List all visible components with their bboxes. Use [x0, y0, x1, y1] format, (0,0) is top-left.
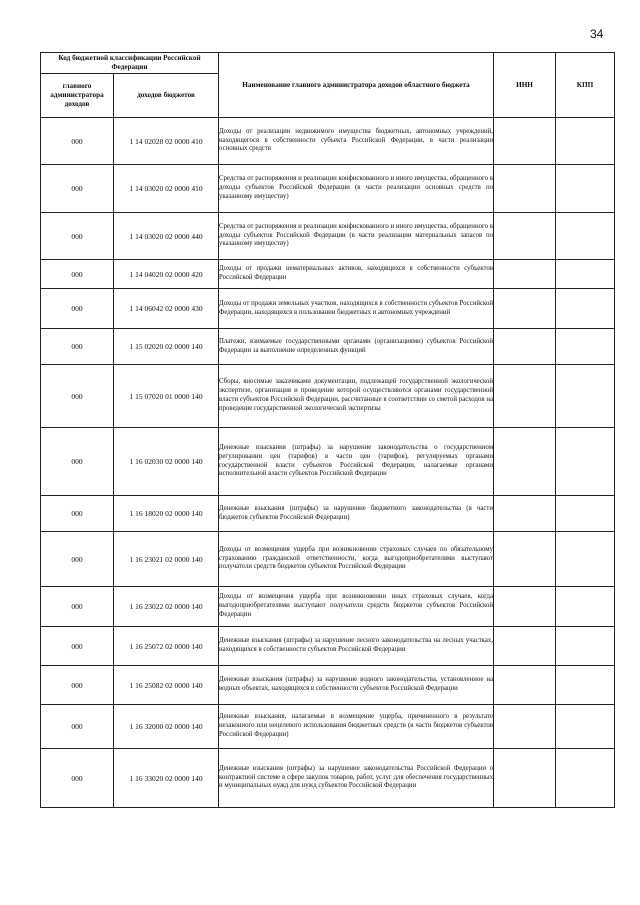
name-cell: Доходы от продажи земельных участков, находящихся в собственности субъектов Российской Федерации, находящихся в пользовании бюджетных и автономных учреждений — [219, 289, 494, 329]
kpp-cell — [556, 365, 615, 428]
admin-code-cell: 000 — [41, 749, 114, 808]
table-row — [41, 428, 615, 496]
inn-cell — [494, 428, 556, 496]
income-code-cell: 1 16 02030 02 0000 140 — [114, 428, 219, 496]
name-cell: Денежные взыскания, налагаемые в возмещение ущерба, причиненного в результате незаконного или нецелевого использования бюджетных средств (в части бюджетов субъектов Российской Федерации) — [219, 705, 494, 749]
income-code-cell: 1 14 03020 02 0000 440 — [114, 213, 219, 260]
table-row — [41, 260, 615, 289]
kpp-cell — [556, 532, 615, 587]
header-inn: ИНН — [494, 53, 556, 118]
table-row — [41, 496, 615, 532]
inn-cell — [494, 496, 556, 532]
kpp-cell — [556, 496, 615, 532]
inn-cell — [494, 118, 556, 165]
kpp-cell — [556, 118, 615, 165]
table-row — [41, 627, 615, 666]
page-number: 34 — [590, 27, 604, 41]
admin-code-cell: 000 — [41, 428, 114, 496]
inn-cell — [494, 666, 556, 705]
header-code-group: Код бюджетной классификации Российской Федерации — [41, 53, 219, 74]
inn-cell — [494, 289, 556, 329]
admin-code-cell: 000 — [41, 365, 114, 428]
inn-cell — [494, 627, 556, 666]
kpp-cell — [556, 627, 615, 666]
admin-code-cell: 000 — [41, 496, 114, 532]
name-cell: Сборы, вносимые заказчиками документации, подлежащей государственной экологической экспертизе, организация и проведение которой осуществляются органами государственной власти субъектов Российской Федерации, рассчитанные в соответствии со сметой расходов на проведение государственной экологической экспертизы — [219, 365, 494, 428]
table-row — [41, 532, 615, 587]
name-cell: Платежи, взимаемые государственными органами (организациями) субъектов Российской Федерации за выполнение определенных функций — [219, 329, 494, 365]
inn-cell — [494, 532, 556, 587]
kpp-cell — [556, 749, 615, 808]
table-row — [41, 289, 615, 329]
admin-code-cell: 000 — [41, 118, 114, 165]
header-name: Наименование главного администратора доходов областного бюджета — [219, 53, 494, 118]
kpp-cell — [556, 213, 615, 260]
header-kpp: КПП — [556, 53, 615, 118]
table-row — [41, 118, 615, 165]
admin-code-cell: 000 — [41, 627, 114, 666]
inn-cell — [494, 165, 556, 213]
inn-cell — [494, 365, 556, 428]
income-code-cell: 1 16 25082 02 0000 140 — [114, 666, 219, 705]
name-cell: Доходы от возмещения ущерба при возникновении иных страховых случаев, когда выгодоприобретателями выступают получатели средств бюджетов субъектов Российской Федерации — [219, 587, 494, 627]
kpp-cell — [556, 705, 615, 749]
header-income-code: доходов бюджетов — [114, 74, 219, 118]
admin-code-cell: 000 — [41, 289, 114, 329]
budget-income-table — [40, 52, 615, 808]
income-code-cell: 1 14 02028 02 0000 410 — [114, 118, 219, 165]
kpp-cell — [556, 260, 615, 289]
inn-cell — [494, 260, 556, 289]
header-admin-code: главного администратора доходов — [41, 74, 114, 118]
table-body — [41, 118, 615, 808]
income-code-cell: 1 14 03020 02 0000 410 — [114, 165, 219, 213]
name-cell: Доходы от возмещения ущерба при возникновении страховых случаев по обязательному страхованию гражданской ответственности, когда выгодоприобретателями выступают получатели средств бюджетов субъектов Российской Федерации — [219, 532, 494, 587]
admin-code-cell: 000 — [41, 666, 114, 705]
name-cell: Денежные взыскания (штрафы) за нарушение законодательства Российской Федерации о контрактной системе в сфере закупок товаров, работ, услуг для обеспечения государственных и муниципальных нужд для нужд субъектов Российской Федерации — [219, 749, 494, 808]
inn-cell — [494, 587, 556, 627]
income-code-cell: 1 16 33020 02 0000 140 — [114, 749, 219, 808]
name-cell: Денежные взыскания (штрафы) за нарушение законодательства о государственном регулировании цен (тарифов) в части цен (тарифов), регулируемых органами государственной власти субъектов Российской Федерации, налагаемые органами исполнительной власти субъектов Российской Федерации — [219, 428, 494, 496]
income-code-cell: 1 16 23022 02 0000 140 — [114, 587, 219, 627]
name-cell: Денежные взыскания (штрафы) за нарушение водного законодательства, установленное на водных объектах, находящихся в собственности субъектов Российской Федерации — [219, 666, 494, 705]
admin-code-cell: 000 — [41, 213, 114, 260]
inn-cell — [494, 749, 556, 808]
name-cell: Средства от распоряжения и реализации конфискованного и иного имущества, обращенного в доходы субъектов Российской Федерации (в части реализации материальных запасов по указанному имуществу) — [219, 213, 494, 260]
table-row — [41, 165, 615, 213]
kpp-cell — [556, 666, 615, 705]
table-row — [41, 666, 615, 705]
income-code-cell: 1 15 07020 01 0000 140 — [114, 365, 219, 428]
inn-cell — [494, 213, 556, 260]
income-code-cell: 1 14 06042 02 0000 430 — [114, 289, 219, 329]
income-code-cell: 1 16 32000 02 0000 140 — [114, 705, 219, 749]
table-row — [41, 213, 615, 260]
admin-code-cell: 000 — [41, 705, 114, 749]
kpp-cell — [556, 587, 615, 627]
admin-code-cell: 000 — [41, 329, 114, 365]
name-cell: Доходы от продажи нематериальных активов, находящихся в собственности субъектов Российской Федерации — [219, 260, 494, 289]
admin-code-cell: 000 — [41, 532, 114, 587]
inn-cell — [494, 705, 556, 749]
kpp-cell — [556, 165, 615, 213]
income-code-cell: 1 16 18020 02 0000 140 — [114, 496, 219, 532]
inn-cell — [494, 329, 556, 365]
income-code-cell: 1 15 02020 02 0000 140 — [114, 329, 219, 365]
income-code-cell: 1 16 23021 02 0000 140 — [114, 532, 219, 587]
name-cell: Доходы от реализации недвижимого имущества бюджетных, автономных учреждений, находящегося в собственности субъекта Российской Федерации, в части реализации основных средств — [219, 118, 494, 165]
name-cell: Денежные взыскания (штрафы) за нарушение лесного законодательства на лесных участках, находящихся в собственности субъектов Российской Федерации — [219, 627, 494, 666]
income-code-cell: 1 16 25072 02 0000 140 — [114, 627, 219, 666]
kpp-cell — [556, 289, 615, 329]
kpp-cell — [556, 329, 615, 365]
table-row — [41, 365, 615, 428]
kpp-cell — [556, 428, 615, 496]
admin-code-cell: 000 — [41, 260, 114, 289]
income-code-cell: 1 14 04020 02 0000 420 — [114, 260, 219, 289]
name-cell: Средства от распоряжения и реализации конфискованного и иного имущества, обращенного в доходы субъектов Российской Федерации (в части реализации основных средств по указанному имуществу) — [219, 165, 494, 213]
table-row — [41, 329, 615, 365]
table-row — [41, 749, 615, 808]
name-cell: Денежные взыскания (штрафы) за нарушение бюджетного законодательства (в части бюджетов субъектов Российской Федерации) — [219, 496, 494, 532]
table-row — [41, 587, 615, 627]
table-row — [41, 705, 615, 749]
admin-code-cell: 000 — [41, 165, 114, 213]
admin-code-cell: 000 — [41, 587, 114, 627]
